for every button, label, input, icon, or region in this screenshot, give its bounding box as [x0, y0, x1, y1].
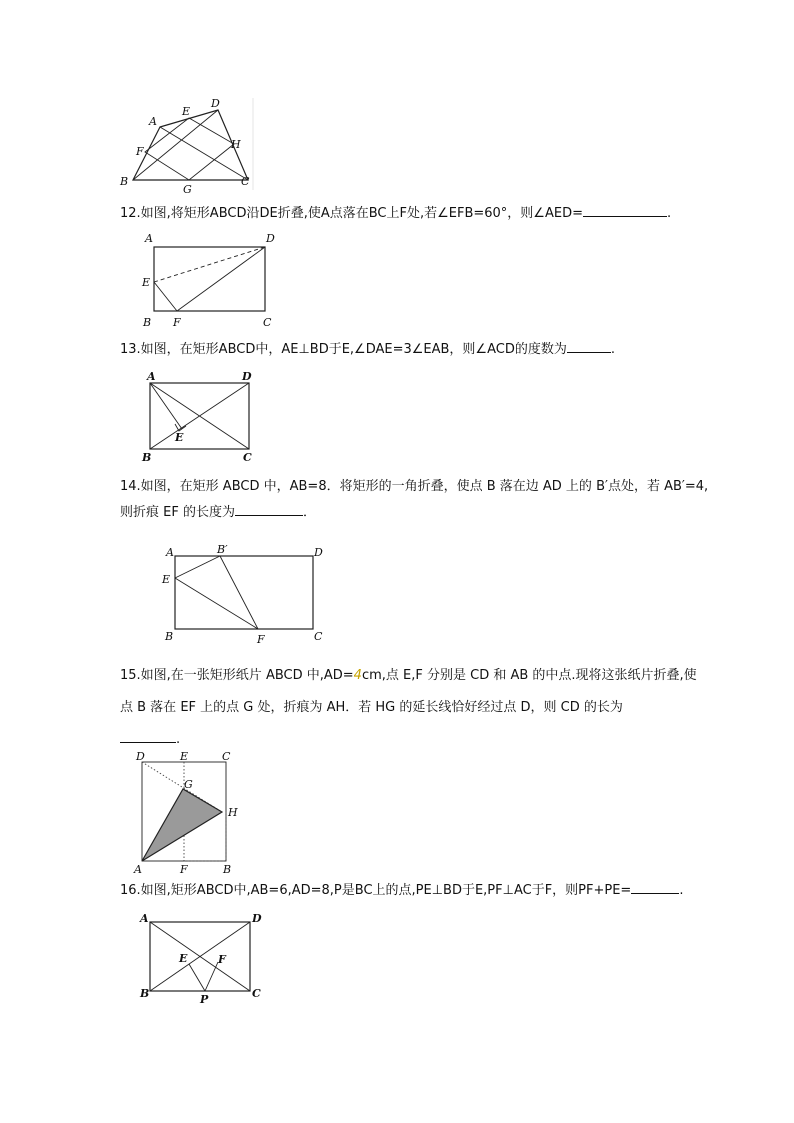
answer-blank-13[interactable] [567, 338, 611, 353]
answer-blank-12[interactable] [583, 202, 667, 217]
label-F: F [173, 316, 181, 329]
question-13: 13.如图，在矩形ABCD中，AE⊥BD于E,∠DAE=3∠EAB，则∠ACD的度数为 . [120, 337, 615, 363]
label-E: E [175, 431, 184, 444]
figure-q12 [138, 230, 288, 332]
label-A: A [134, 863, 142, 876]
question-15-line-1b: cm,点 E,F 分别是 CD 和 AB 的中点.现将这张纸片折叠,使 [361, 668, 697, 683]
label-E: E [142, 276, 151, 289]
label-D: D [314, 546, 323, 559]
label-E: E [162, 573, 171, 586]
question-15-line-1a: 15.如图,在一张矩形纸片 ABCD 中,AD= [120, 668, 354, 683]
label-E: E [179, 952, 188, 965]
highlighted-value: 4 [353, 668, 362, 683]
label-G: G [184, 778, 193, 791]
label-D: D [252, 912, 262, 925]
label-A: A [149, 115, 157, 128]
label-E: E [180, 750, 189, 763]
answer-blank-15[interactable] [120, 728, 176, 743]
question-15: 15.如图,在一张矩形纸片 ABCD 中,AD=4cm,点 E,F 分别是 CD 和 AB 的中点.现将这张纸片折叠,使 点 B 落在 EF 上的点 G 处，折痕为 AH．若 HG 的延长线恰好经过点 D，则 CD 的长为 . [120, 668, 697, 747]
label-F: F [180, 863, 188, 876]
question-12-text: 12.如图,将矩形ABCD沿DE折叠,使A点落在BC上F处,若∠EFB=60°，则∠AED= [120, 206, 583, 221]
label-B: B [165, 630, 174, 643]
label-D: D [266, 232, 275, 245]
label-B: B [140, 987, 150, 1000]
question-12: 12.如图,将矩形ABCD沿DE折叠,使A点落在BC上F处,若∠EFB=60°，则∠AED= . [120, 201, 671, 227]
label-F: F [218, 953, 226, 966]
label-B: B [143, 316, 152, 329]
question-14: 14.如图，在矩形 ABCD 中，AB=8．将矩形的一角折叠，使点 B 落在边 AD 上的 B′点处，若 AB′=4, 则折痕 EF 的长度为 ． [120, 474, 708, 526]
answer-blank-14[interactable] [235, 501, 303, 516]
figure-q16 [138, 908, 268, 1006]
label-C: C [241, 175, 250, 188]
question-13-text: 13.如图，在矩形ABCD中，AE⊥BD于E,∠DAE=3∠EAB，则∠ACD的度数为 [120, 342, 567, 357]
label-P: P [200, 993, 209, 1006]
label-D: D [242, 370, 252, 383]
label-A: A [166, 546, 174, 559]
label-B-prime: B′ [217, 543, 228, 556]
figure-q13 [140, 366, 265, 464]
label-C: C [222, 750, 231, 763]
label-C: C [243, 451, 252, 464]
label-H: H [231, 138, 241, 151]
label-H: H [228, 806, 238, 819]
question-16-text: 16.如图,矩形ABCD中,AB=6,AD=8,P是BC上的点,PE⊥BD于E,PF⊥AC于F，则PF+PE= [120, 883, 632, 898]
label-D: D [136, 750, 145, 763]
label-B: B [142, 451, 152, 464]
label-E: E [182, 105, 191, 118]
label-A: A [145, 232, 153, 245]
label-C: C [314, 630, 323, 643]
figure-q14 [158, 542, 328, 644]
label-C: C [263, 316, 272, 329]
label-G: G [183, 183, 192, 196]
figure-q11 [115, 92, 260, 197]
question-15-line-2: 点 B 落在 EF 上的点 G 处，折痕为 AH．若 HG 的延长线恰好经过点 D，则 CD 的长为 [120, 700, 623, 715]
question-14-line-1: 14.如图，在矩形 ABCD 中，AB=8．将矩形的一角折叠，使点 B 落在边 AD 上的 B′点处，若 AB′=4, [120, 479, 709, 494]
question-14-line-2: 则折痕 EF 的长度为 [120, 505, 235, 520]
label-F: F [257, 633, 265, 646]
label-D: D [211, 97, 220, 110]
label-F: F [136, 145, 144, 158]
label-A: A [140, 912, 149, 925]
figure-q15 [133, 751, 245, 876]
label-C: C [252, 987, 261, 1000]
label-B: B [120, 175, 129, 188]
question-16: 16.如图,矩形ABCD中,AB=6,AD=8,P是BC上的点,PE⊥BD于E,PF⊥AC于F，则PF+PE= . [120, 878, 683, 904]
answer-blank-16[interactable] [631, 879, 679, 894]
label-B: B [223, 863, 232, 876]
label-A: A [147, 370, 156, 383]
